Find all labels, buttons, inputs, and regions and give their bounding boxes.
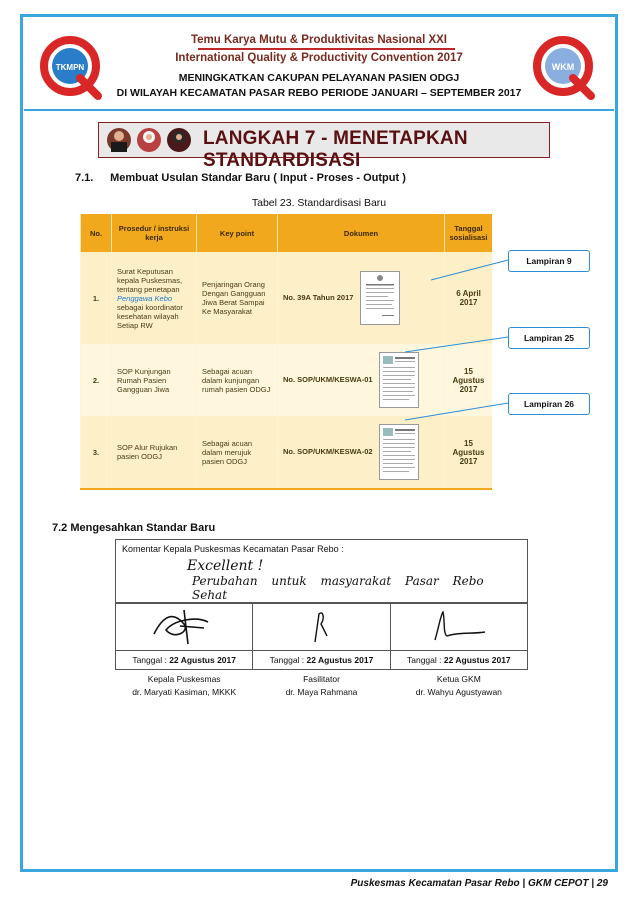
signer-date: 22 Agustus 2017	[306, 655, 374, 665]
header-divider	[24, 109, 614, 111]
row-keypoint: Sebagai acuan dalam merujuk pasien ODGJ	[197, 416, 278, 489]
callout-lampiran-26: Lampiran 26	[508, 393, 590, 415]
section-7-1-number: 7.1.	[75, 172, 94, 184]
signer-role: Kepala Puskesmas	[147, 674, 221, 684]
row-number: 2.	[81, 344, 112, 416]
section-7-2-heading: 7.2 Mengesahkan Standar Baru	[52, 522, 216, 534]
signer-name: dr. Wahyu Agustyawan	[415, 687, 502, 697]
section-7-1-heading	[75, 172, 406, 184]
row-document	[278, 344, 445, 416]
signature-1	[144, 606, 224, 646]
signature-cell	[116, 604, 253, 651]
banner-title: LANGKAH 7 - MENETAPKAN STANDARDISASI	[203, 128, 468, 171]
signer-date: 22 Agustus 2017	[169, 655, 236, 665]
signer-info	[390, 670, 527, 713]
page-footer: Puskesmas Kecamatan Pasar Rebo | GKM CEPOT | 29	[350, 878, 608, 889]
document-thumbnail	[360, 271, 400, 325]
row-procedure	[112, 252, 197, 344]
document-thumbnail	[379, 352, 419, 408]
row-date: 15 Agustus 2017	[445, 416, 493, 489]
approval-comment-box	[115, 539, 528, 603]
wkm-logo-text: WKM	[551, 62, 575, 72]
tkmpn-logo-text: TKMPN	[55, 63, 85, 72]
procedure-text-pre: Surat Keputusan kepala Puskesmas, tentang penetapan	[117, 266, 183, 294]
signature-3	[419, 606, 499, 646]
step-banner	[98, 122, 550, 171]
row-keypoint: Penjaringan Orang Dengan Gangguan Jiwa Berat Sampai Ke Masyarakat	[197, 252, 278, 344]
header-line-2: International Quality & Productivity Convention 2017	[175, 52, 463, 64]
header-rule	[198, 48, 455, 50]
handwritten-comment-2: Perubahan untuk masyarakat Pasar Rebo Sehat	[192, 574, 484, 602]
signer-role: Fasilitator	[303, 674, 340, 684]
row-number: 3.	[81, 416, 112, 489]
header-line-3: MENINGKATKAN CAKUPAN PELAYANAN PASIEN ODGJ	[178, 72, 460, 84]
procedure-text-post: sebagai koordinator kesehatan wilayah Setiap RW	[117, 302, 183, 330]
section-7-1-title: Membuat Usulan Standar Baru ( Input - Proses - Output )	[110, 172, 406, 184]
row-date: 15 Agustus 2017	[445, 344, 493, 416]
comment-label: Komentar Kepala Puskesmas Kecamatan Pasar Rebo :	[122, 544, 344, 554]
col-header-no: No.	[81, 214, 112, 252]
handwritten-comment-1: Excellent !	[187, 558, 264, 574]
document-thumbnail	[379, 424, 419, 480]
date-label: Tanggal :	[269, 655, 305, 665]
header-line-4: DI WILAYAH KECAMATAN PASAR REBO PERIODE JANUARI – SEPTEMBER 2017	[116, 87, 522, 99]
team-photos	[105, 125, 193, 155]
date-label: Tanggal :	[407, 655, 442, 665]
signer-info	[253, 670, 390, 713]
standardization-table	[80, 214, 492, 490]
row-procedure: SOP Alur Rujukan pasien ODGJ	[112, 416, 197, 489]
signer-date-cell	[390, 651, 527, 670]
col-header-date: Tanggal sosialisasi	[445, 214, 493, 252]
table-row	[81, 344, 493, 416]
row-keypoint: Sebagai acuan dalam kunjungan rumah pasien ODGJ	[197, 344, 278, 416]
signer-date-cell	[116, 651, 253, 670]
signer-name: dr. Maryati Kasiman, MKKK	[132, 687, 237, 697]
signer-date-cell	[253, 651, 390, 670]
col-header-keypoint: Key point	[197, 214, 278, 252]
callout-lampiran-25: Lampiran 25	[508, 327, 590, 349]
table-row	[81, 252, 493, 344]
row-date: 6 April 2017	[445, 252, 493, 344]
col-header-procedure: Prosedur / instruksi kerja	[112, 214, 197, 252]
signer-info	[116, 670, 253, 713]
signer-date: 22 Agustus 2017	[443, 655, 511, 665]
signature-2	[301, 606, 341, 646]
procedure-highlight: Penggawa Kebo	[117, 293, 173, 303]
col-header-document: Dokumen	[278, 214, 445, 252]
row-document	[278, 416, 445, 489]
table-header-row	[81, 214, 493, 252]
callout-lampiran-9: Lampiran 9	[508, 250, 590, 272]
header-line-1: Temu Karya Mutu & Produktivitas Nasional XXI	[190, 34, 448, 46]
row-number: 1.	[81, 252, 112, 344]
signature-cell	[253, 604, 390, 651]
table-row	[81, 416, 493, 489]
signer-name: dr. Maya Rahmana	[285, 687, 358, 697]
document-number: No. 39A Tahun 2017	[283, 292, 354, 302]
row-procedure: SOP Kunjungan Rumah Pasien Gangguan Jiwa	[112, 344, 197, 416]
row-document	[278, 252, 445, 344]
table-caption: Tabel 23. Standardisasi Baru	[251, 197, 387, 209]
signature-table	[115, 603, 528, 712]
signature-cell	[390, 604, 527, 651]
document-number: No. SOP/UKM/KESWA-01	[283, 374, 373, 384]
date-label: Tanggal :	[132, 655, 167, 665]
document-number: No. SOP/UKM/KESWA-02	[283, 446, 373, 456]
signer-role: Ketua GKM	[436, 674, 481, 684]
